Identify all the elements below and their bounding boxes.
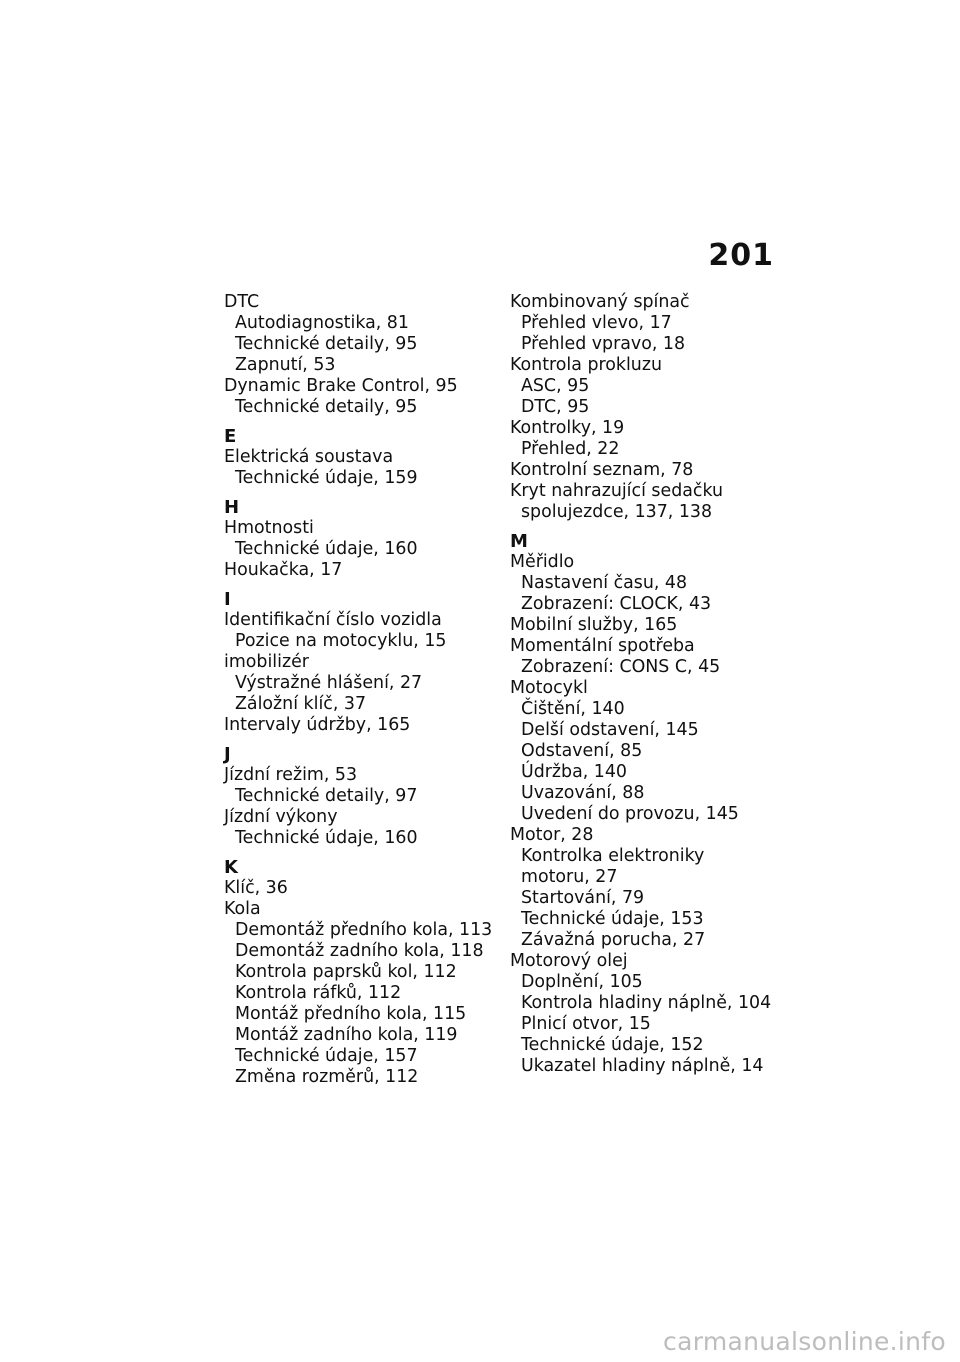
index-subentry: Delší odstavení, 145: [521, 720, 699, 740]
index-subentry: Technické údaje, 152: [521, 1035, 704, 1055]
index-entry: Motor, 28: [510, 825, 594, 845]
page-number: 201: [708, 238, 774, 273]
index-entry: Kola: [224, 899, 261, 919]
index-subentry: Technické detaily, 95: [235, 334, 418, 354]
index-column-left: [224, 292, 496, 1088]
index-subentry: Technické údaje, 157: [235, 1046, 418, 1066]
index-subentry: Přehled, 22: [521, 439, 620, 459]
index-entry: Houkačka, 17: [224, 560, 343, 580]
index-subentry: Nastavení času, 48: [521, 573, 688, 593]
index-subentry: Změna rozměrů, 112: [235, 1067, 419, 1087]
index-subentry: Montáž zadního kola, 119: [235, 1025, 458, 1045]
index-subentry: Technické údaje, 159: [235, 468, 418, 488]
index-subentry: Technické údaje, 160: [235, 828, 418, 848]
watermark: carmanualsonline.info: [663, 1327, 946, 1356]
index-subentry: Kontrolka elektroniky: [521, 846, 705, 866]
index-entry: Motorový olej: [510, 951, 628, 971]
index-subentry: Přehled vlevo, 17: [521, 313, 672, 333]
index-subentry: Startování, 79: [521, 888, 645, 908]
index-subentry: Zobrazení: CLOCK, 43: [521, 594, 712, 614]
index-entry: Intervaly údržby, 165: [224, 715, 411, 735]
index-subentry: Technické detaily, 95: [235, 397, 418, 417]
index-section-letter: K: [224, 857, 238, 878]
index-subentry: Uvedení do provozu, 145: [521, 804, 739, 824]
index-subentry: Uvazování, 88: [521, 783, 645, 803]
index-subentry: Údržba, 140: [521, 762, 627, 782]
index-subentry: Technické údaje, 160: [235, 539, 418, 559]
index-entry: Identifikační číslo vozidla: [224, 610, 442, 630]
index-entry: Mobilní služby, 165: [510, 615, 678, 635]
index-subentry: Kontrola hladiny náplně, 104: [521, 993, 772, 1013]
index-section-letter: M: [510, 531, 528, 552]
index-subentry: Kontrola ráfků, 112: [235, 983, 402, 1003]
index-subentry: Demontáž předního kola, 113: [235, 920, 493, 940]
index-subentry: Plnicí otvor, 15: [521, 1014, 651, 1034]
index-subentry: Technické údaje, 153: [521, 909, 704, 929]
index-subentry: Technické detaily, 97: [235, 786, 418, 806]
index-subentry: Montáž předního kola, 115: [235, 1004, 467, 1024]
index-subentry: Pozice na motocyklu, 15: [235, 631, 447, 651]
index-subentry: Záložní klíč, 37: [235, 694, 367, 714]
index-entry: Motocykl: [510, 678, 588, 698]
index-subentry: Doplnění, 105: [521, 972, 643, 992]
index-subentry: motoru, 27: [521, 867, 618, 887]
index-entry: imobilizér: [224, 652, 309, 672]
index-section-letter: I: [224, 589, 231, 610]
index-entry: Kontrola prokluzu: [510, 355, 662, 375]
index-entry: Hmotnosti: [224, 518, 314, 538]
index-section-letter: E: [224, 426, 237, 447]
index-entry: Jízdní režim, 53: [224, 765, 358, 785]
index-subentry: Autodiagnostika, 81: [235, 313, 409, 333]
index-column-right: [510, 292, 782, 1077]
index-subentry: ASC, 95: [521, 376, 590, 396]
index-entry: Klíč, 36: [224, 878, 288, 898]
index-subentry: Zobrazení: CONS C, 45: [521, 657, 721, 677]
index-entry: Kontrolní seznam, 78: [510, 460, 694, 480]
index-subentry: DTC, 95: [521, 397, 590, 417]
index-subentry: Ukazatel hladiny náplně, 14: [521, 1056, 764, 1076]
index-subentry: Přehled vpravo, 18: [521, 334, 686, 354]
index-subentry: Výstražné hlášení, 27: [235, 673, 423, 693]
index-entry: DTC: [224, 292, 260, 312]
index-subentry: Závažná porucha, 27: [521, 930, 706, 950]
index-entry: Elektrická soustava: [224, 447, 394, 467]
index-entry: Dynamic Brake Control, 95: [224, 376, 458, 396]
index-entry: Kombinovaný spínač: [510, 292, 690, 312]
index-section-letter: J: [224, 744, 231, 765]
index-subentry: Kontrola paprsků kol, 112: [235, 962, 457, 982]
index-entry: Momentální spotřeba: [510, 636, 695, 656]
index-entry: Kryt nahrazující sedačku: [510, 481, 724, 501]
index-subentry: Zapnutí, 53: [235, 355, 336, 375]
index-entry: Měřidlo: [510, 552, 575, 572]
index-subentry: spolujezdce, 137, 138: [521, 502, 713, 522]
index-subentry: Odstavení, 85: [521, 741, 643, 761]
index-section-letter: H: [224, 497, 240, 518]
index-subentry: Čištění, 140: [521, 699, 625, 719]
index-entry: Kontrolky, 19: [510, 418, 625, 438]
index-entry: Jízdní výkony: [224, 807, 338, 827]
index-subentry: Demontáž zadního kola, 118: [235, 941, 484, 961]
